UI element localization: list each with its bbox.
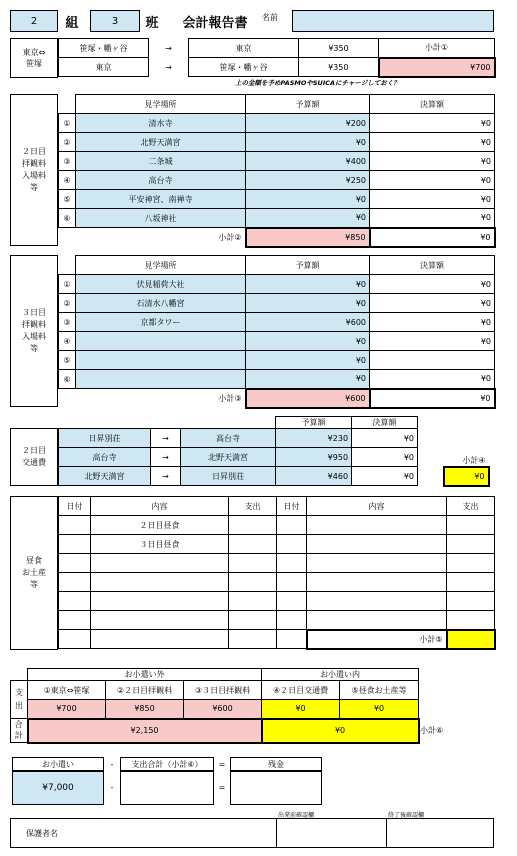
day3-admission-side-label xyxy=(10,255,58,407)
budget-cell[interactable]: ¥0 xyxy=(246,332,370,351)
class-label: 組 xyxy=(65,15,79,31)
expense-cell[interactable] xyxy=(447,611,495,630)
row-number: ① xyxy=(59,114,76,133)
budget-cell[interactable]: ¥200 xyxy=(246,114,370,133)
budget-cell[interactable]: ¥460 xyxy=(276,467,352,486)
allowance-label: お小遣い xyxy=(12,757,104,771)
side-label-line: お土産 xyxy=(22,568,46,577)
date-cell[interactable] xyxy=(277,554,307,573)
actual-cell[interactable]: ¥0 xyxy=(352,467,418,486)
from-cell[interactable]: 日昇別荘 xyxy=(59,429,151,448)
day2-transport-side-label xyxy=(10,428,58,486)
content-cell[interactable] xyxy=(307,611,447,630)
table-row xyxy=(59,171,495,190)
expense-cell[interactable] xyxy=(229,592,277,611)
side-label-line: 等 xyxy=(30,183,38,192)
actual-cell[interactable]: ¥0 xyxy=(370,171,495,190)
date-cell[interactable] xyxy=(277,592,307,611)
expense-cell[interactable] xyxy=(229,535,277,554)
side-label-line: ３日目 xyxy=(22,308,46,317)
page-title: 会計報告書 xyxy=(182,15,248,31)
total-inside-value: ¥0 xyxy=(262,719,419,743)
guardian-label: 保護者名 xyxy=(26,828,58,838)
name-label: 名前 xyxy=(262,13,278,22)
content-cell xyxy=(91,630,229,649)
actual-cell[interactable]: ¥0 xyxy=(370,313,495,332)
side-label-line: 等 xyxy=(30,580,38,589)
subtotal-label: 小計④ xyxy=(462,455,486,465)
subtotal-budget: ¥600 xyxy=(246,389,370,408)
content-cell[interactable] xyxy=(91,554,229,573)
table-row xyxy=(59,448,489,467)
summary-value: ¥700 xyxy=(28,700,106,719)
inside-allowance-header: お小遣い内 xyxy=(262,669,419,681)
budget-cell[interactable]: ¥230 xyxy=(276,429,352,448)
commute-note: 上の金額を予めPASMOやSUICAにチャージしておく？ xyxy=(235,79,400,87)
actual-cell[interactable]: ¥0 xyxy=(370,114,495,133)
content-cell[interactable] xyxy=(307,554,447,573)
subtotal-budget: ¥850 xyxy=(246,228,370,247)
departure-check-label: 出発前確認欄 xyxy=(278,812,315,819)
side-label-line: 等 xyxy=(30,344,38,353)
header-place: 見学場所 xyxy=(76,256,246,275)
commute-subtotal-value: ¥700 xyxy=(379,58,495,77)
commute-table xyxy=(58,38,496,78)
commute-label-line2: 笹塚 xyxy=(26,59,42,68)
place-cell[interactable]: 京都タワー xyxy=(76,313,246,332)
date-cell[interactable] xyxy=(59,516,91,535)
summary-value: ¥850 xyxy=(106,700,184,719)
header-budget: 予算額 xyxy=(246,95,370,114)
row-number: ② xyxy=(59,294,76,313)
group-number-box[interactable]: 3 xyxy=(90,10,140,32)
column-header: ③３日目拝観料 xyxy=(184,681,262,700)
budget-cell[interactable]: ¥250 xyxy=(246,171,370,190)
date-cell xyxy=(59,630,91,649)
to-cell[interactable]: 北野天満宮 xyxy=(181,448,276,467)
table-row xyxy=(59,573,495,592)
expense-cell[interactable] xyxy=(229,554,277,573)
date-cell[interactable] xyxy=(277,611,307,630)
table-row xyxy=(59,313,495,332)
table-row xyxy=(59,592,495,611)
content-cell[interactable] xyxy=(91,573,229,592)
place-cell[interactable]: 清水寺 xyxy=(76,114,246,133)
table-row xyxy=(59,275,495,294)
day2-transport-table xyxy=(58,416,490,487)
place-cell[interactable] xyxy=(76,332,246,351)
row-number: ③ xyxy=(59,313,76,332)
header-date2: 日付 xyxy=(277,497,307,516)
date-cell[interactable] xyxy=(277,535,307,554)
actual-cell[interactable]: ¥0 xyxy=(352,448,418,467)
commute-subtotal-label: 小計① xyxy=(379,39,495,58)
date-cell[interactable] xyxy=(59,554,91,573)
row-number: ④ xyxy=(59,171,76,190)
actual-cell[interactable]: ¥0 xyxy=(370,275,495,294)
content-cell[interactable]: ２日目昼食 xyxy=(91,516,229,535)
expense-cell[interactable] xyxy=(447,554,495,573)
budget-cell[interactable]: ¥600 xyxy=(246,313,370,332)
departure-check-box[interactable] xyxy=(276,818,384,848)
table-row xyxy=(59,209,495,228)
side-label-char: 支 xyxy=(15,687,23,697)
expense-cell xyxy=(229,630,277,649)
table-row xyxy=(59,351,495,370)
table-row xyxy=(59,467,489,486)
content-cell[interactable]: ３日目昼食 xyxy=(91,535,229,554)
group-label: 班 xyxy=(145,15,159,31)
side-label-line: 昼食 xyxy=(26,556,42,565)
place-cell[interactable]: 高台寺 xyxy=(76,171,246,190)
commute-row xyxy=(59,39,495,58)
content-cell[interactable] xyxy=(307,516,447,535)
table-row xyxy=(59,152,495,171)
header-actual: 決算額 xyxy=(352,417,418,429)
side-label-char: 出 xyxy=(15,700,23,710)
commute-row xyxy=(59,58,495,77)
table-row xyxy=(59,535,495,554)
row-number: ② xyxy=(59,133,76,152)
header-actual: 決算額 xyxy=(370,256,495,275)
place-cell[interactable] xyxy=(76,370,246,389)
column-header: ②２日目拝観料 xyxy=(106,681,184,700)
subtotal-row xyxy=(59,389,495,408)
equals-sign: = xyxy=(218,782,226,792)
day2-admission-side-label xyxy=(10,94,58,246)
summary-value: ¥0 xyxy=(340,700,419,719)
side-label-line: 交通費 xyxy=(22,458,46,467)
side-label-line: 入場料 xyxy=(22,171,46,180)
arrow-icon: → xyxy=(165,43,172,53)
subtotal-label: 小計③ xyxy=(218,393,242,403)
to-cell[interactable]: 高台寺 xyxy=(181,429,276,448)
class-number-box[interactable]: 2 xyxy=(10,10,58,32)
summary-value: ¥600 xyxy=(184,700,262,719)
budget-cell[interactable]: ¥0 xyxy=(246,209,370,228)
place-cell[interactable]: 八坂神社 xyxy=(76,209,246,228)
side-label-line: 拝観料 xyxy=(22,159,46,168)
date-cell[interactable] xyxy=(59,573,91,592)
column-header: ⑤昼食お土産等 xyxy=(340,681,419,700)
row-number: ⑤ xyxy=(59,351,76,370)
commute-amount: ¥350 xyxy=(299,58,379,77)
subtotal-label: 小計② xyxy=(218,232,242,242)
table-row xyxy=(59,133,495,152)
header-place: 見学場所 xyxy=(76,95,246,114)
summary-value: ¥0 xyxy=(262,700,340,719)
allowance-value[interactable]: ¥7,000 xyxy=(12,771,104,805)
commute-from: 笹塚・幡ヶ谷 xyxy=(59,39,149,58)
subtotal-label: 小計⑤ xyxy=(307,630,447,649)
subtotal-value: ¥0 xyxy=(447,630,495,649)
row-number: ① xyxy=(59,275,76,294)
column-header: ①東京⇔笹塚 xyxy=(28,681,106,700)
date-cell[interactable] xyxy=(59,611,91,630)
row-number: ⑥ xyxy=(59,370,76,389)
header-content: 内容 xyxy=(91,497,229,516)
place-cell[interactable]: 北野天満宮 xyxy=(76,133,246,152)
minus-sign: - xyxy=(110,782,114,792)
actual-cell[interactable]: ¥0 xyxy=(370,133,495,152)
subtotal-actual: ¥0 xyxy=(370,389,495,408)
from-cell[interactable]: 高台寺 xyxy=(59,448,151,467)
commute-label xyxy=(10,38,58,78)
commute-to: 東京 xyxy=(189,39,299,58)
content-cell[interactable] xyxy=(307,573,447,592)
commute-label-line1: 東京⇔ xyxy=(22,48,46,57)
equals-sign: = xyxy=(218,759,226,769)
side-label-line: 拝観料 xyxy=(22,320,46,329)
actual-cell[interactable]: ¥0 xyxy=(370,190,495,209)
header-expense: 支出 xyxy=(229,497,277,516)
commute-amount: ¥350 xyxy=(299,39,379,58)
row-number: ⑥ xyxy=(59,209,76,228)
row-number: ④ xyxy=(59,332,76,351)
arrow-icon: → xyxy=(151,429,181,448)
content-cell[interactable] xyxy=(91,592,229,611)
date-cell[interactable] xyxy=(277,516,307,535)
actual-cell[interactable]: ¥0 xyxy=(370,152,495,171)
actual-cell[interactable]: ¥0 xyxy=(370,209,495,228)
day2-admission-table xyxy=(58,94,496,248)
place-cell[interactable]: 二条城 xyxy=(76,152,246,171)
expense-cell[interactable] xyxy=(447,535,495,554)
header-date: 日付 xyxy=(59,497,91,516)
budget-cell[interactable]: ¥0 xyxy=(246,275,370,294)
table-row xyxy=(59,190,495,209)
end-check-label: 終了後確認欄 xyxy=(388,812,425,819)
date-cell[interactable] xyxy=(59,592,91,611)
side-label-line: ２日目 xyxy=(22,446,46,455)
total-outside-value: ¥2,150 xyxy=(28,719,262,743)
table-row xyxy=(59,114,495,133)
subtotal-value: ¥0 xyxy=(444,467,489,486)
side-label-char: 計 xyxy=(14,730,23,740)
to-cell[interactable]: 日昇別荘 xyxy=(181,467,276,486)
expense-side-label xyxy=(11,681,28,719)
commute-from: 東京 xyxy=(59,58,149,77)
header-actual: 決算額 xyxy=(370,95,495,114)
table-row xyxy=(59,294,495,313)
actual-cell[interactable]: ¥0 xyxy=(370,294,495,313)
budget-cell[interactable]: ¥0 xyxy=(246,294,370,313)
spent-total-label: 支出合計（小計⑥） xyxy=(120,757,214,771)
outside-allowance-header: お小遣い外 xyxy=(28,669,262,681)
from-cell[interactable]: 北野天満宮 xyxy=(59,467,151,486)
arrow-icon: → xyxy=(151,467,181,486)
table-row xyxy=(59,370,495,389)
content-cell[interactable] xyxy=(307,535,447,554)
expense-cell[interactable] xyxy=(229,611,277,630)
table-row xyxy=(59,332,495,351)
table-row xyxy=(59,554,495,573)
place-cell[interactable]: 石清水八幡宮 xyxy=(76,294,246,313)
table-row xyxy=(59,516,495,535)
budget-cell[interactable]: ¥400 xyxy=(246,152,370,171)
table-row xyxy=(59,611,495,630)
header-budget: 予算額 xyxy=(276,417,352,429)
place-cell[interactable]: 伏見稲荷大社 xyxy=(76,275,246,294)
actual-cell[interactable] xyxy=(370,351,495,370)
budget-cell[interactable]: ¥950 xyxy=(276,448,352,467)
expense-cell[interactable] xyxy=(229,573,277,592)
remaining-value xyxy=(230,771,322,805)
arrow-icon: → xyxy=(165,62,172,72)
date-cell[interactable] xyxy=(59,535,91,554)
date-cell xyxy=(277,630,307,649)
meals-side-label xyxy=(10,496,58,650)
budget-cell[interactable]: ¥0 xyxy=(246,133,370,152)
expense-cell[interactable] xyxy=(447,573,495,592)
content-cell[interactable] xyxy=(307,592,447,611)
remaining-label: 残金 xyxy=(230,757,322,771)
expense-cell[interactable] xyxy=(229,516,277,535)
column-header: ④２日目交通費 xyxy=(262,681,340,700)
actual-cell[interactable]: ¥0 xyxy=(352,429,418,448)
total-side-label xyxy=(11,719,28,743)
side-label-line: ２日目 xyxy=(22,147,46,156)
actual-cell[interactable]: ¥0 xyxy=(370,370,495,389)
content-cell[interactable] xyxy=(91,611,229,630)
header-budget: 予算額 xyxy=(246,256,370,275)
subtotal-row xyxy=(59,228,495,247)
subtotal6-label: 小計⑥ xyxy=(420,726,444,735)
row-number: ③ xyxy=(59,152,76,171)
table-row xyxy=(59,429,489,448)
arrow-icon: → xyxy=(151,448,181,467)
day3-admission-table xyxy=(58,255,496,409)
subtotal-actual: ¥0 xyxy=(370,228,495,247)
budget-cell[interactable]: ¥0 xyxy=(246,370,370,389)
side-label-line: 入場料 xyxy=(22,332,46,341)
expense-cell[interactable] xyxy=(447,592,495,611)
summary-table xyxy=(10,668,420,744)
side-label-char: 合 xyxy=(14,720,23,730)
header-content2: 内容 xyxy=(307,497,447,516)
place-cell[interactable]: 平安神宮、南禅寺 xyxy=(76,190,246,209)
actual-cell[interactable]: ¥0 xyxy=(370,332,495,351)
subtotal-row xyxy=(59,630,495,649)
budget-cell[interactable]: ¥0 xyxy=(246,351,370,370)
end-check-box[interactable] xyxy=(386,818,494,848)
spent-total-value xyxy=(120,771,214,805)
row-number: ⑤ xyxy=(59,190,76,209)
name-field[interactable] xyxy=(292,10,494,32)
commute-to: 笹塚・幡ヶ谷 xyxy=(189,58,299,77)
header-expense2: 支出 xyxy=(447,497,495,516)
date-cell[interactable] xyxy=(277,573,307,592)
budget-cell[interactable]: ¥0 xyxy=(246,190,370,209)
minus-sign: - xyxy=(110,759,114,769)
place-cell[interactable] xyxy=(76,351,246,370)
meals-table xyxy=(58,496,496,650)
expense-cell[interactable] xyxy=(447,516,495,535)
